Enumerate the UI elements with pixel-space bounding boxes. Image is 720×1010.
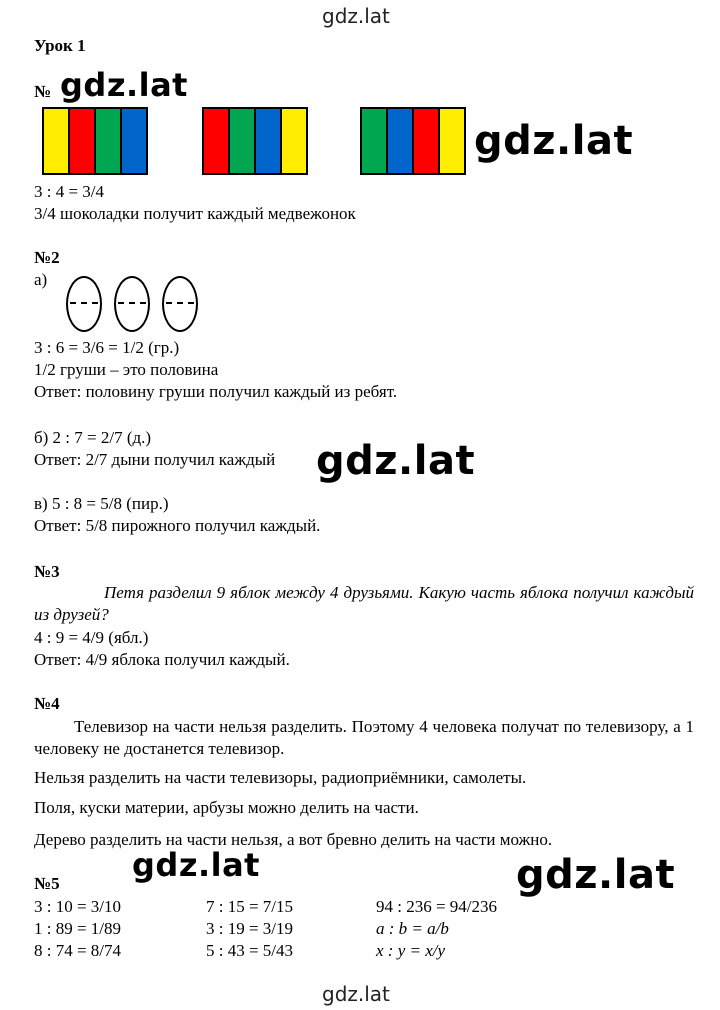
task4-paragraph-3: Поля, куски материи, арбузы можно делить на части. <box>34 798 419 817</box>
bar-red <box>412 107 440 175</box>
bar-blue <box>386 107 414 175</box>
task3-answer: Ответ: 4/9 яблока получил каждый. <box>34 650 290 669</box>
task2-b-line1: б) 2 : 7 = 2/7 (д.) <box>34 428 152 447</box>
bar-yellow <box>438 107 466 175</box>
task2-label: №2 <box>34 248 60 267</box>
equation: 1 : 89 = 1/89 <box>34 919 122 938</box>
watermark-task5-right: gdz.lat <box>516 852 676 898</box>
bar-blue <box>120 107 148 175</box>
equation: a : b = a/b <box>376 919 449 938</box>
task3-line1: 4 : 9 = 4/9 (ябл.) <box>34 628 149 647</box>
bar-green <box>360 107 388 175</box>
task2-a-answer: Ответ: половину груши получил каждый из ребят. <box>34 382 398 401</box>
task4-paragraph-1: Телевизор на части нельзя разделить. Поэтому 4 человека получат по телевизору, а 1 человеку не достанется телевизор. <box>34 717 694 758</box>
task5-column-1 <box>34 896 121 962</box>
watermark-task1: gdz.lat <box>60 66 188 104</box>
watermark-mid: gdz.lat <box>316 438 476 484</box>
task5-label: №5 <box>34 874 60 893</box>
bar-green <box>94 107 122 175</box>
task4-paragraph-2: Нельзя разделить на части телевизоры, радиоприёмники, самолеты. <box>34 768 527 787</box>
bar-blue <box>254 107 282 175</box>
bar-yellow <box>42 107 70 175</box>
equation: 8 : 74 = 8/74 <box>34 941 122 960</box>
task1-label: № <box>34 82 52 101</box>
watermark-bottom: gdz.lat <box>322 982 390 1006</box>
task5-column-2 <box>206 896 293 962</box>
task2-v-line1: в) 5 : 8 = 5/8 (пир.) <box>34 494 169 513</box>
lesson-title: Урок 1 <box>34 36 86 55</box>
bar-red <box>202 107 230 175</box>
task3-label: №3 <box>34 562 60 581</box>
bar-red <box>68 107 96 175</box>
pear-shape <box>162 276 198 332</box>
equation: 94 : 236 = 94/236 <box>376 897 498 916</box>
watermark-bars: gdz.lat <box>474 118 634 164</box>
equation: 3 : 10 = 3/10 <box>34 897 122 916</box>
bar-yellow <box>280 107 308 175</box>
task4-label: №4 <box>34 694 60 713</box>
bar-green <box>228 107 256 175</box>
pear-shape <box>66 276 102 332</box>
equation: 7 : 15 = 7/15 <box>206 897 294 916</box>
task2-v-answer: Ответ: 5/8 пирожного получил каждый. <box>34 516 321 535</box>
task3-problem: Петя разделил 9 яблок между 4 друзьями. Какую часть яблока получил каждый из друзей? <box>34 583 694 624</box>
equation: 3 : 19 = 3/19 <box>206 919 294 938</box>
task1-line2: 3/4 шоколадки получит каждый медвежонок <box>34 204 356 223</box>
equation: 5 : 43 = 5/43 <box>206 941 294 960</box>
watermark-top: gdz.lat <box>322 4 390 28</box>
watermark-task5-left: gdz.lat <box>132 846 260 884</box>
task1-line1: 3 : 4 = 3/4 <box>34 182 105 201</box>
task4-paragraph-4: Дерево разделить на части нельзя, а вот бревно делить на части можно. <box>34 830 553 849</box>
equation: x : y = x/y <box>376 941 446 960</box>
task5-column-3 <box>376 896 497 962</box>
task2-b-answer: Ответ: 2/7 дыни получил каждый <box>34 450 276 469</box>
task2-a-line2: 1/2 груши – это половина <box>34 360 219 379</box>
task2-a-label: а) <box>34 270 48 289</box>
task2-a-line1: 3 : 6 = 3/6 = 1/2 (гр.) <box>34 338 180 357</box>
pear-shape <box>114 276 150 332</box>
